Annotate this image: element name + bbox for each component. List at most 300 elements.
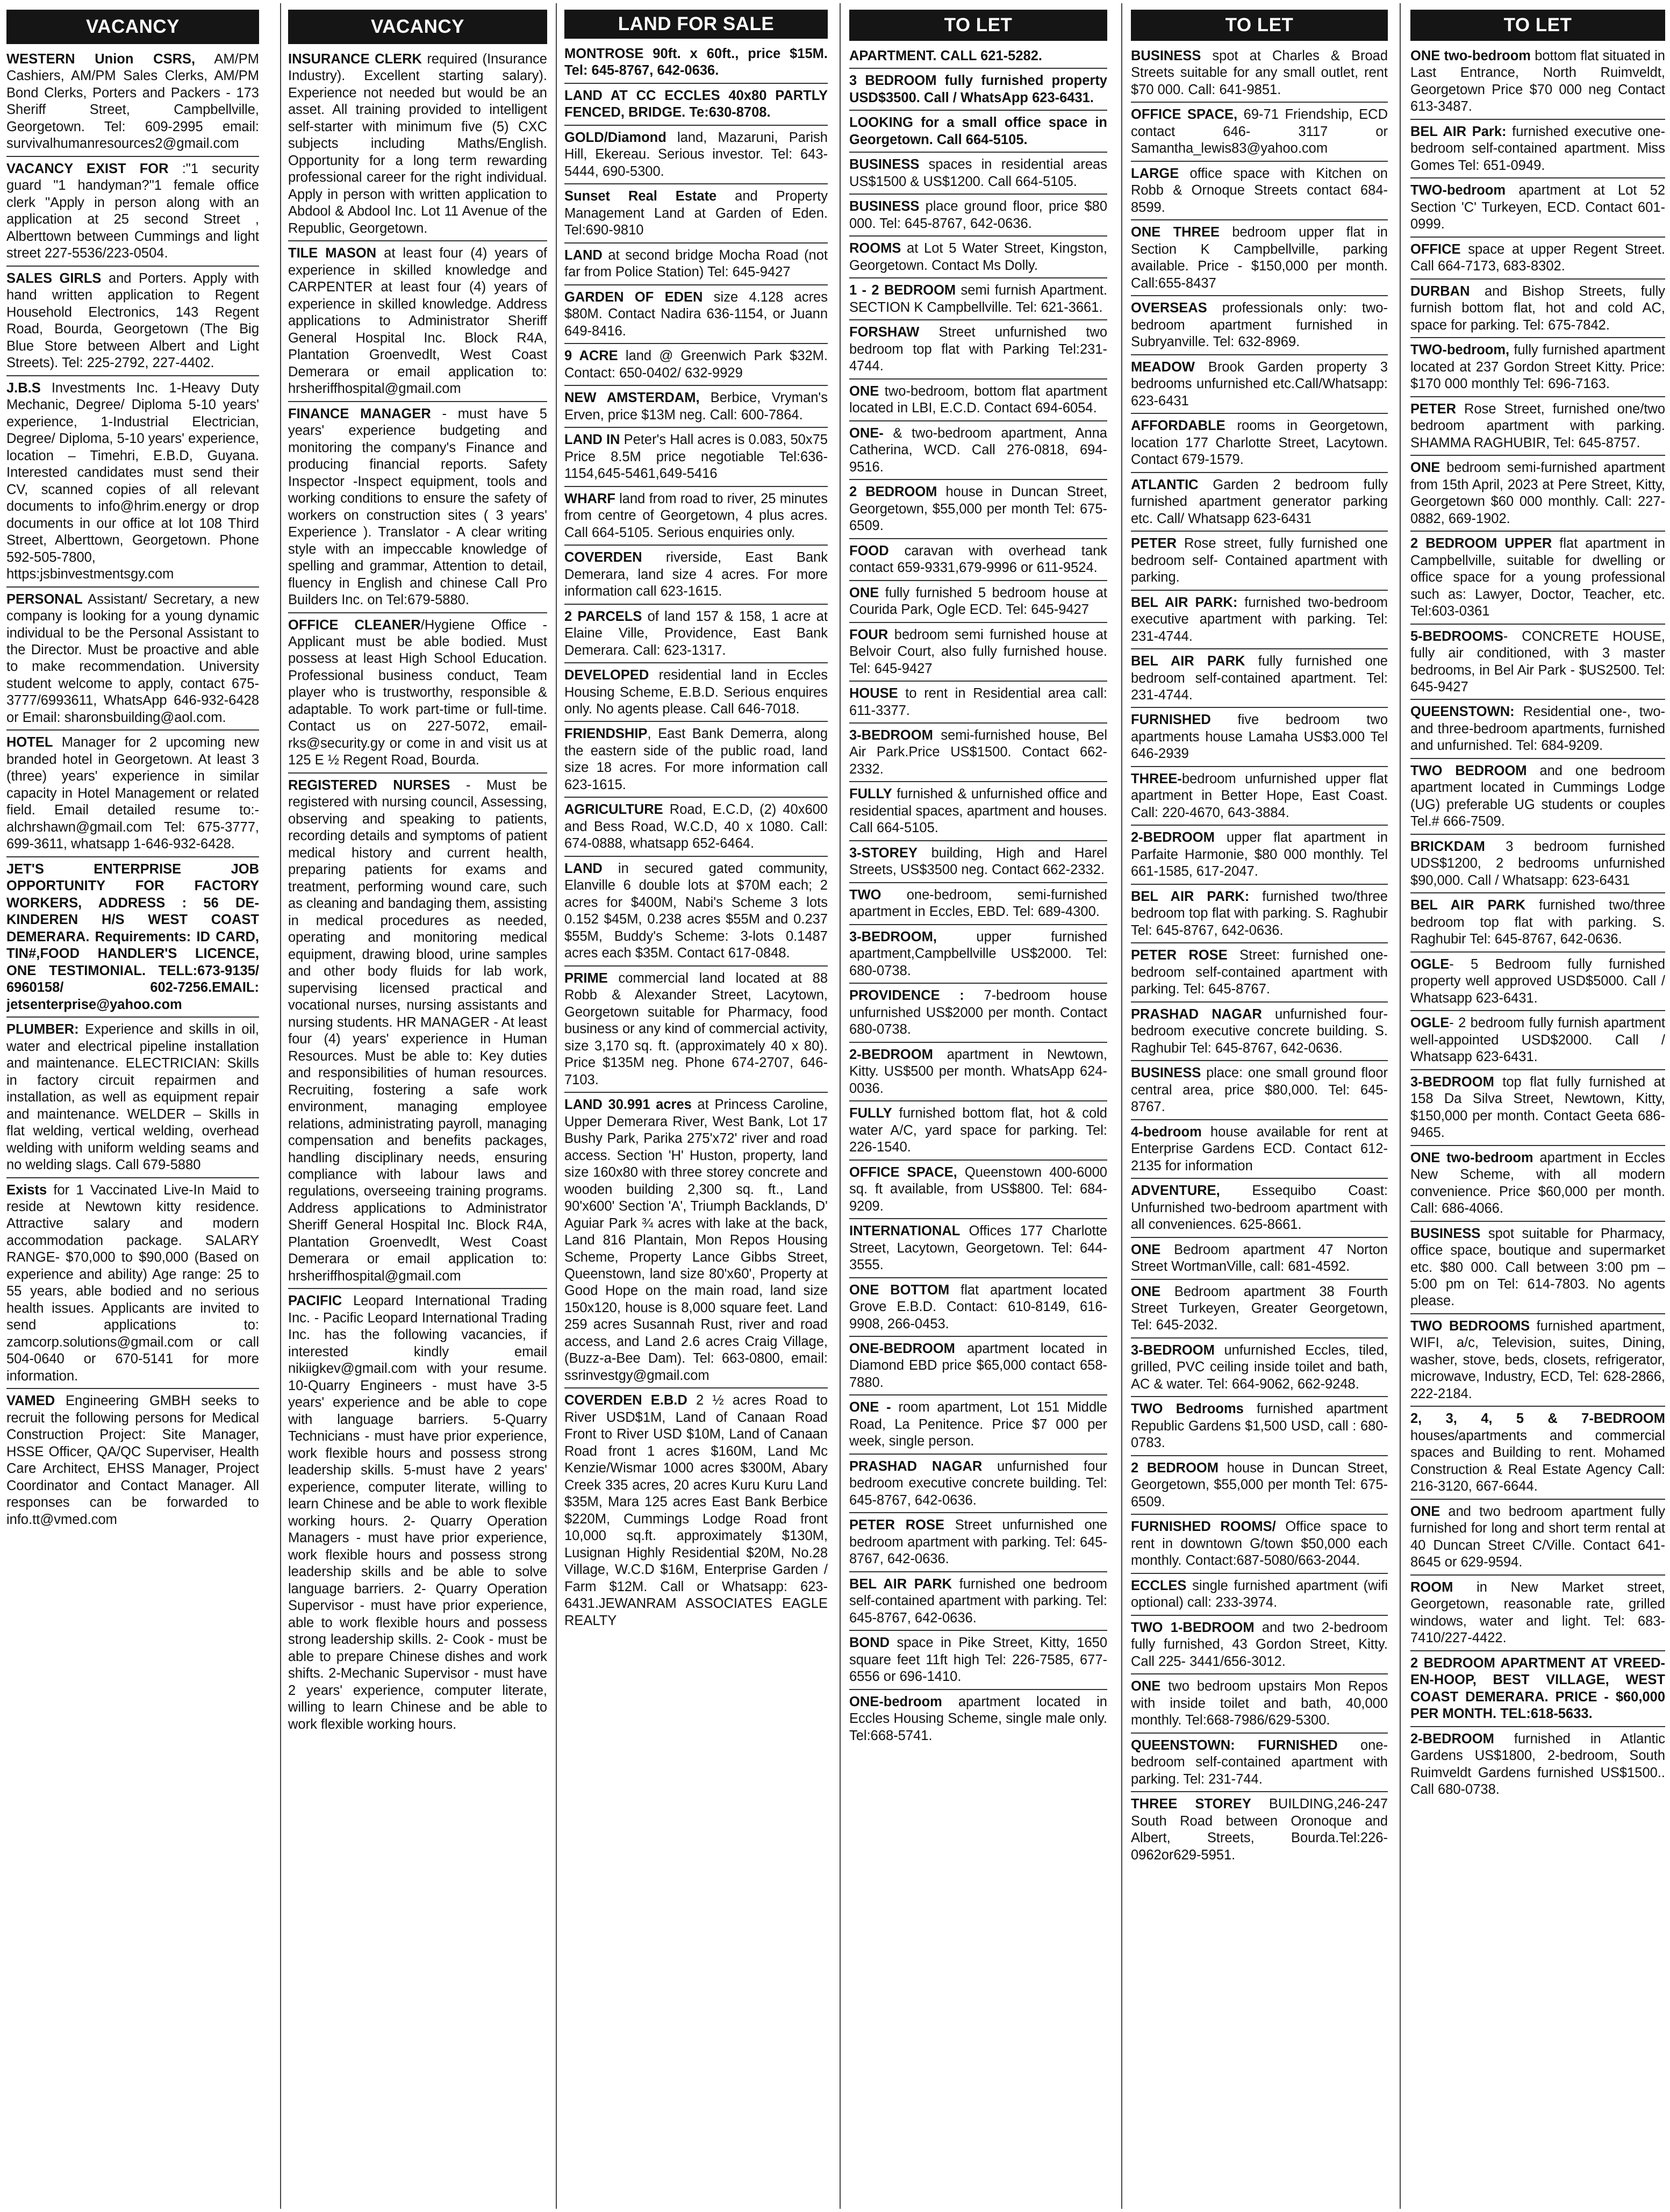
classified-ad <box>288 776 547 1290</box>
ad-body: - must have 5 years' experience budgeting and monitoring the company's Finance and producing financial reports. Safety Inspector -Inspect equipment, tools and working conditions to ensure the safety of workers on construction sites ( 3 years' Experience ). Translator - A clear writing style with an impeccable knowledge of spelling and grammar, Attention to detail, fluency in English and chinese Call Pro Builders Inc. on Tel:679-5880. <box>288 406 547 608</box>
ad-body: at Princess Caroline, Upper Demerara River, West Bank, Lot 17 Bushy Park, Parika 275'x72' river and road access. Section 'H' Huston, property, land size 160x80 with three storey concrete and wooden building 2,300 sq. ft., Land 90'x600' Section 'A', Triumph Backlands, D' Aguiar Park ¾ acres with lake at the back, Land 816 Plantain, Mon Repos Housing Scheme, Property Lance Gibbs Street, Queenstown, land size 80'x60', Property at Good Hope on the main road, land size 150x120, house is 8,000 square feet. Land 259 acres Susannah Rust, river and road access, and Land 2.6 acres Craig Village, (Buzz-a-Bee Dam). Tel: 663-0800, email: ssrinvestgy@gmail.com <box>564 1097 828 1383</box>
ad-body: five bedroom two apartments house Lamaha US$3.000 Tel 646-2939 <box>1131 712 1388 762</box>
classified-ad <box>1410 837 1665 893</box>
classified-ad <box>564 388 828 428</box>
classified-ad <box>849 1457 1107 1513</box>
classified-ad <box>849 986 1107 1042</box>
ad-lead: NEW AMSTERDAM, <box>564 390 700 406</box>
ad-lead: OFFICE SPACE, <box>849 1164 957 1180</box>
ad-lead: ONE <box>1410 1504 1440 1519</box>
classified-ad <box>1131 769 1388 826</box>
classified-ad <box>1131 416 1388 473</box>
classified-ad <box>564 86 828 126</box>
ad-lead: LAND <box>564 861 603 876</box>
ad-lead: 2-BEDROOM <box>849 1047 933 1062</box>
classified-column-to-let-1 <box>849 10 1107 2207</box>
classified-ad <box>1131 46 1388 103</box>
ad-body: Road, E.C.D, (2) 40x600 and Bess Road, W.C.D, 40 x 1080. Call: 674-0888, whatsapp 652-6464. <box>564 802 828 851</box>
ad-lead: 3-BEDROOM <box>1410 1074 1494 1090</box>
ad-lead: OFFICE <box>1410 241 1461 257</box>
classified-column-to-let-3 <box>1410 10 1665 2207</box>
ad-body: in secured gated community, Elanville 6 double lots at $70M each; 2 acres for $400M, Nabi's Scheme 3 lots 0.152 $45M, 0.238 acres $55M and 0.237 $55M, Buddy's Scheme: 3-lots 0.1487 acres each $35M. Contact 617-0848. <box>564 861 828 961</box>
classified-ad <box>849 1221 1107 1278</box>
classified-ad <box>564 548 828 604</box>
ad-lead: ONE <box>849 383 879 399</box>
ad-lead: FULLY <box>849 786 892 802</box>
classified-ad <box>1131 1794 1388 1867</box>
ad-lead: TWO BEDROOM <box>1410 763 1527 778</box>
ad-lead: 1 - 2 BEDROOM <box>849 283 956 298</box>
classified-ad <box>1410 955 1665 1011</box>
classified-ad <box>1410 1148 1665 1222</box>
classified-ad <box>6 860 259 1018</box>
classified-ad <box>564 246 828 285</box>
ad-body: one-bedroom, semi-furnished apartment in Eccles, EBD. Tel: 689-4300. <box>849 887 1107 920</box>
classified-ad <box>849 482 1107 539</box>
column-heading: VACANCY <box>288 10 547 44</box>
classified-ad <box>1131 1240 1388 1280</box>
classified-ad <box>849 843 1107 883</box>
ad-body: space in Pike Street, Kitty, 1650 square feet 11ft high Tel: 226-7585, 677-6556 or 696-1410. <box>849 1635 1107 1685</box>
ad-lead: BEL AIR Park: <box>1410 124 1507 139</box>
classified-ad <box>564 489 828 546</box>
classified-ad <box>6 269 259 376</box>
ad-body: building, High and Harel Streets, US$3500 neg. Contact 662-2332. <box>849 845 1107 878</box>
classified-ad <box>1131 1399 1388 1456</box>
ad-lead: BRICKDAM <box>1410 839 1485 854</box>
classified-ad <box>849 46 1107 69</box>
classified-ad <box>849 1045 1107 1101</box>
ad-lead: BUSINESS <box>1131 1065 1201 1081</box>
classified-ad <box>564 44 828 84</box>
ad-lead: 3 BEDROOM fully furnished property USD$3500. Call / WhatsApp 623-6431. <box>849 73 1107 105</box>
ad-body: space at upper Regent Street. Call 664-7173, 683-8302. <box>1410 241 1665 274</box>
ad-body: land @ Greenwich Park $32M. Contact: 650-0402/ 632-9929 <box>564 348 828 381</box>
classified-ad <box>849 1515 1107 1572</box>
classified-ad <box>849 1574 1107 1631</box>
ad-body: two-bedroom, bottom flat apartment located in LBI, E.C.D. Contact 694-6054. <box>849 383 1107 416</box>
classified-ad <box>1410 181 1665 237</box>
classified-column-vacancy-1 <box>6 10 259 2207</box>
ad-lead: 3-STOREY <box>849 845 918 861</box>
classified-ad <box>849 625 1107 682</box>
ad-body: two bedroom upstairs Mon Repos with inside toilet and bath, 40,000 monthly. Tel:668-7986/629-5300. <box>1131 1679 1388 1728</box>
ad-body: fully furnished apartment located at 237 Gordon Street Kitty. Price: $170 000 monthly Tel: 696-7163. <box>1410 342 1665 392</box>
ad-body: furnished two/three bedroom top flat with parking. S. Raghubir Tel: 645-8767, 642-0636. <box>1131 889 1388 938</box>
classified-ad <box>564 346 828 386</box>
classified-ad <box>1131 1736 1388 1792</box>
ad-body: Bedroom apartment 47 Norton Street WortmanVille, call: 681-4592. <box>1131 1242 1388 1275</box>
classified-ad <box>849 1692 1107 1748</box>
classified-ad <box>6 733 259 857</box>
ad-body: unfurnished four-bedroom executive concrete building. S. Raghubir Tel: 645-8767, 642-0636. <box>1131 1006 1388 1056</box>
classified-ad <box>288 404 547 613</box>
classified-ad <box>849 784 1107 841</box>
ad-lead: OVERSEAS <box>1131 300 1207 316</box>
ad-lead: FORSHAW <box>849 325 920 340</box>
ad-lead: BUSINESS <box>849 199 920 214</box>
classified-ad <box>288 1291 547 1736</box>
classified-ad <box>849 281 1107 320</box>
classified-ad <box>1131 887 1388 943</box>
ad-body: Residential one-, two- and three-bedroom apartments, furnished and unfurnished. Tel: 684-9209. <box>1410 704 1665 754</box>
classified-ad <box>564 859 828 967</box>
ad-lead: FURNISHED <box>1131 712 1211 728</box>
classified-ad <box>6 159 259 267</box>
ad-body: land, Mazaruni, Parish Hill, Ekereau. Serious investor. Tel: 643-5444, 690-5300. <box>564 130 828 179</box>
column-heading: LAND FOR SALE <box>564 10 828 39</box>
ad-lead: MONTROSE 90ft. x 60ft., price $15M. Tel: 645-8767, 642-0636. <box>564 46 828 78</box>
classified-ad <box>564 128 828 184</box>
classified-ad <box>564 800 828 856</box>
ad-lead: HOUSE <box>849 686 898 701</box>
ad-body: office space with Kitchen on Robb & Ornoque Streets contact 684-8599. <box>1131 166 1388 215</box>
classified-ad <box>288 49 547 241</box>
ad-body: Queenstown 400-6000 sq. ft available, from US$800. Tel: 684-9209. <box>849 1164 1107 1214</box>
classified-ad <box>1131 164 1388 220</box>
classified-ad <box>288 244 547 402</box>
ad-lead: WESTERN Union CSRS, <box>6 52 196 67</box>
column-divider <box>840 3 841 2209</box>
ad-lead: OFFICE SPACE, <box>1131 107 1238 123</box>
ad-lead: ADVENTURE, <box>1131 1183 1220 1199</box>
classified-ad <box>849 113 1107 153</box>
ads-list <box>288 49 547 1736</box>
ad-body: furnished apartment, WIFI, a/c, Television, suites, Dining, washer, stove, beds, closets, refrigerator, microwave, Industry, ECD, Tel: 628-2866, 222-2184. <box>1410 1318 1665 1401</box>
ad-lead: COVERDEN E.B.D <box>564 1393 687 1408</box>
classified-ad <box>1131 1341 1388 1397</box>
classified-ad <box>1410 896 1665 952</box>
ad-lead: PACIFIC <box>288 1293 342 1309</box>
classified-ad <box>1131 1005 1388 1061</box>
ad-body: for 1 Vaccinated Live-In Maid to reside at Newtown kitty residence. Attractive salary and modern accommodation package. SALARY RANGE- $70,000 to $90,000 (Based on experience and ability) Age range: 25 to 55 years, able bodied and no serious health issues. Applicants are invited to send applications to: zamcorp.solutions@gmail.com or call 504-0640 or 670-5141 for more information. <box>6 1182 259 1384</box>
ad-lead: BEL AIR PARK <box>1410 898 1526 913</box>
classified-ad <box>849 583 1107 623</box>
ad-lead: FOUR <box>849 627 888 642</box>
ad-lead: PROVIDENCE : <box>849 988 964 1004</box>
ad-body: Brook Garden property 3 bedrooms unfurnished etc.Call/Whatsapp: 623-6431 <box>1131 359 1388 409</box>
classified-ad <box>1410 1072 1665 1146</box>
classified-ad <box>849 927 1107 984</box>
classified-ad <box>1410 46 1665 120</box>
ad-lead: ONE two-bedroom <box>1410 1150 1533 1165</box>
classified-ad <box>849 1633 1107 1690</box>
column-heading: VACANCY <box>6 10 259 44</box>
classified-ad <box>1410 1013 1665 1070</box>
ads-list <box>849 46 1107 1748</box>
ad-body: Offices 177 Charlotte Street, Lacytown, Georgetown. Tel: 644-3555. <box>849 1223 1107 1273</box>
classified-ad <box>849 155 1107 195</box>
ad-body: 69-71 Friendship, ECD contact 646- 3117 or Samantha_lewis83@yahoo.com <box>1131 107 1388 156</box>
ad-lead: PETER ROSE <box>1131 948 1228 963</box>
ad-lead: 2 PARCELS <box>564 609 642 624</box>
ad-lead: PERSONAL <box>6 591 83 607</box>
ad-lead: 2 BEDROOM UPPER <box>1410 536 1552 552</box>
classified-ad <box>1410 1653 1665 1727</box>
ad-body: furnished executive one-bedroom self-contained apartment. Miss Gomes Tel: 651-0949. <box>1410 124 1665 173</box>
ad-lead: Exists <box>6 1182 47 1198</box>
classified-ad <box>849 885 1107 925</box>
ad-body: residential land in Eccles Housing Scheme, E.B.D. Serious enquires only. No agents please. Call 646-7018. <box>564 668 828 717</box>
ad-body: fully furnished one bedroom self-contained apartment. Tel: 231-4744. <box>1131 654 1388 703</box>
ad-lead: GARDEN OF EDEN <box>564 289 703 305</box>
classified-ad <box>6 1180 259 1390</box>
ad-lead: OFFICE CLEANER <box>288 617 421 633</box>
classified-ad <box>1131 828 1388 884</box>
classified-ad <box>849 1163 1107 1219</box>
classified-ad <box>1131 357 1388 414</box>
ad-body: semi-furnished house, Bel Air Park.Price US$1500. Contact 662-2332. <box>849 727 1107 777</box>
ad-lead: TWO-bedroom, <box>1410 342 1510 358</box>
ad-body: 3 bedroom furnished UDS$1200, 2 bedrooms unfurnished $90,000. Call / Whatsapp: 623-6431 <box>1410 839 1665 888</box>
classified-ad <box>849 239 1107 278</box>
ad-lead: OGLE <box>1410 956 1450 972</box>
ad-lead: WHARF <box>564 491 615 506</box>
classified-ad <box>1131 1677 1388 1733</box>
classified-column-to-let-2 <box>1131 10 1388 2207</box>
ad-lead: PRASHAD NAGAR <box>1131 1006 1262 1022</box>
ad-body: - 2 bedroom fully furnish apartment well-appointed USD$2000. Call / Whatsapp 623-6431. <box>1410 1015 1665 1065</box>
ad-body: in New Market street, Georgetown, reasonable rate, grilled windows, water and light. Tel: 683-7410/227-4422. <box>1410 1579 1665 1646</box>
ad-body: commercial land located at 88 Robb & Alexander Street, Lacytown, Georgetown suitable for Pharmacy, food business or any kind of commercial activity, size 3,170 sq. ft. (approximately 40 x 80). Price $135M neg. Phone 674-2707, 646-7103. <box>564 970 828 1087</box>
ad-body: semi furnish Apartment. SECTION K Campbellville. Tel: 621-3661. <box>849 283 1107 315</box>
ad-lead: AFFORDABLE <box>1131 418 1225 434</box>
ad-body: furnished two-bedroom executive apartment with parking. Tel: 231-4744. <box>1131 595 1388 644</box>
ad-body: Bedroom apartment 38 Fourth Street Turkeyen, Greater Georgetown, Tel: 645-2032. <box>1131 1284 1388 1333</box>
ad-lead: LARGE <box>1131 166 1179 181</box>
ad-body: single furnished apartment (wifi optional) call: 233-3974. <box>1131 1578 1388 1610</box>
classified-ad <box>1131 1181 1388 1237</box>
ad-lead: 4-bedroom <box>1131 1124 1202 1140</box>
ad-lead: FULLY <box>849 1106 892 1121</box>
classified-ad <box>849 1339 1107 1395</box>
ad-lead: 3-BEDROOM <box>1131 1342 1215 1358</box>
classified-ad <box>1131 1458 1388 1515</box>
ad-lead: FURNISHED ROOMS/ <box>1131 1519 1276 1535</box>
ad-body: Office space to rent in downtown G/town $50,000 each monthly. Contact:687-5080/663-2044. <box>1131 1519 1388 1569</box>
ad-body: , East Bank Demerra, along the eastern side of the public road, land size 18 acres. For more information call 623-1615. <box>564 726 828 792</box>
ad-body: Street unfurnished two bedroom top flat with Parking Tel:231-4744. <box>849 325 1107 374</box>
classified-ad <box>849 71 1107 111</box>
column-heading: TO LET <box>1410 10 1665 41</box>
classified-ad <box>1410 702 1665 758</box>
ad-lead: FOOD <box>849 543 889 559</box>
ad-lead: PLUMBER: <box>6 1022 79 1037</box>
ad-lead: 5-BEDROOMS <box>1410 628 1503 644</box>
ad-body: at Lot 5 Water Street, Kingston, Georgetown. Contact Ms Dolly. <box>849 241 1107 273</box>
ad-lead: REGISTERED NURSES <box>288 777 450 793</box>
ad-lead: BEL AIR PARK: <box>1131 889 1250 904</box>
classified-ad <box>1131 1618 1388 1674</box>
classified-ad <box>6 590 259 731</box>
classified-ad <box>1410 1578 1665 1651</box>
classified-ad <box>6 1020 259 1178</box>
ad-lead: INSURANCE CLERK <box>288 52 422 67</box>
ad-lead: 9 ACRE <box>564 348 618 364</box>
ad-body: Rose street, fully furnished one bedroom self- Contained apartment with parking. <box>1131 536 1388 585</box>
ad-body: upper flat apartment in Parfaite Harmonie, $80 000 monthly. Tel 661-1585, 617-2047. <box>1131 830 1388 879</box>
ad-body: room apartment, Lot 151 Middle Road, La Penitence. Price $7 000 per week, single person. <box>849 1400 1107 1449</box>
ad-lead: ROOMS <box>849 241 901 256</box>
ad-body: at second bridge Mocha Road (not far from Police Station) Tel: 645-9427 <box>564 247 828 280</box>
classified-column-vacancy-2 <box>288 10 547 2207</box>
ad-body: furnished two/three bedroom top flat with parking. S. Raghubir Tel: 645-8767, 642-0636. <box>1410 898 1665 947</box>
ad-lead: INTERNATIONAL <box>849 1223 961 1239</box>
ad-lead: DEVELOPED <box>564 668 649 683</box>
column-divider <box>1121 3 1122 2209</box>
ad-lead: QUEENSTOWN: <box>1410 704 1515 720</box>
classified-ad <box>1410 761 1665 835</box>
ad-body: bedroom semi-furnished apartment from 15th April, 2023 at Pere Street, Kitty, Georgetown $60 000 monthly. Call: 227-0882, 669-1902. <box>1410 460 1665 526</box>
ad-body: apartment in Newtown, Kitty. US$500 per month. WhatsApp 624-0036. <box>849 1047 1107 1096</box>
ad-body: Garden 2 bedroom fully furnished apartment generator parking etc. Call/ Whatsapp 623-6431 <box>1131 477 1388 526</box>
ad-body: apartment located in Eccles Housing Scheme, single male only. Tel:668-5741. <box>849 1694 1107 1743</box>
ad-lead: ONE two-bedroom <box>1410 48 1531 63</box>
ad-lead: LAND <box>564 247 603 263</box>
ad-lead: BEL AIR PARK <box>1131 654 1245 669</box>
ad-lead: THREE STOREY <box>1131 1796 1251 1812</box>
ad-body: of land 157 & 158, 1 acre at Elaine Ville, Providence, East Bank Demerara. Call: 623-1317. <box>564 609 828 658</box>
ad-body: Essequibo Coast: Unfurnished two-bedroom apartment with all conveniences. 625-8661. <box>1131 1183 1388 1233</box>
ad-lead: LAND IN <box>564 432 620 448</box>
classified-ad <box>1410 240 1665 280</box>
ad-lead: BOND <box>849 1635 890 1651</box>
ad-body: place ground floor, price $80 000. Tel: 645-8767, 642-0636. <box>849 199 1107 231</box>
ad-lead: 2 BEDROOM <box>1131 1460 1219 1476</box>
classified-ad <box>849 541 1107 581</box>
classified-ad <box>1410 340 1665 397</box>
classified-ad <box>849 424 1107 480</box>
ad-lead: APARTMENT. CALL 621-5282. <box>849 48 1042 63</box>
ad-lead: BEL AIR PARK: <box>1131 595 1238 610</box>
ad-body: top flat fully furnished at 158 Da Silva Street, Newtown, Kitty, $150,000 per month. Contact Geeta 686-9465. <box>1410 1074 1665 1141</box>
ad-body: riverside, East Bank Demerara, land size 4 acres. For more information call 623-1615. <box>564 550 828 599</box>
ad-body: unfurnished Eccles, tiled, grilled, PVC ceiling inside toilet and bath, AC & water. Tel: 664-9062, 662-9248. <box>1131 1342 1388 1392</box>
classified-ad <box>1410 1224 1665 1314</box>
ad-body: Rose Street, furnished one/two bedroom apartment with parking. SHAMMA RAGHUBIR, Tel: 645-8757. <box>1410 401 1665 450</box>
ad-body: spot at Charles & Broad Streets suitable for any small outlet, rent $70 000. Call: 641-9851. <box>1131 48 1388 97</box>
ad-body: and two 2-bedroom fully furnished, 43 Gordon Street, Kitty. Call 225- 3441/656-3012. <box>1131 1620 1388 1669</box>
ad-body: professionals only: two-bedroom apartment furnished in Subryanville. Tel: 632-8969. <box>1131 300 1388 350</box>
ad-body: house in Duncan Street, Georgetown, $55,000 per month Tel: 675-6509. <box>849 484 1107 534</box>
classified-ad <box>6 378 259 588</box>
ad-body: - Must be registered with nursing council, Assessing, observing and speaking to patients, recording details and symptoms of patient medical history and current health, preparing patients for exams and treatment, performing wound care, such as cleaning and bandaging them, assisting in medical procedures as needed, operating and monitoring medical equipment, drawing blood, urine samples and other body fluids for lab work, supervising licensed practical and vocational nurses, nursing assistants and nursing students. HR MANAGER - At least four (4) years' experience in Human Resources. Must be able to: Key duties and responsibilities of human resources. Recruiting, fostering a safe work environment, managing employee relations, administrating payroll, managing compensation and benefits packages, handling disciplinary needs, ensuring compliance with labour laws and regulations, overseeing training programs. Address applications to Administrator Sheriff General Hospital Inc. Block R4A, Plantation Groenvedlt, West Coast Demerara or email application to: hrsheriffhospital@gmail.com <box>288 777 547 1284</box>
classified-ad <box>564 1095 828 1388</box>
classified-ad <box>1410 1409 1665 1499</box>
ad-lead: PETER ROSE <box>849 1517 944 1533</box>
ad-lead: TWO BEDROOMS <box>1410 1318 1530 1334</box>
ad-lead: ONE <box>849 585 879 600</box>
ad-lead: Sunset Real Estate <box>564 189 717 204</box>
ad-body: flat apartment located Grove E.B.D. Contact: 610-8149, 616-9908, 266-0453. <box>849 1282 1107 1332</box>
classified-ad <box>564 1391 828 1633</box>
classified-ad <box>1410 534 1665 624</box>
ad-lead: COVERDEN <box>564 550 642 565</box>
ads-list <box>6 49 259 1531</box>
ad-body: BUILDING,246-247 South Road between Oronoque and Albert, Streets, Bourda.Tel:226-0962or629-5951. <box>1131 1796 1388 1863</box>
ad-lead: TWO-bedroom <box>1410 183 1506 198</box>
ad-lead: 2 BEDROOM APARTMENT AT VREED-EN-HOOP, BEST VILLAGE, WEST COAST DEMERARA. PRICE - $60,000 PER MONTH. TEL:618-5633. <box>1410 1655 1665 1722</box>
classified-ad <box>1131 593 1388 649</box>
ad-lead: 2-BEDROOM <box>1131 830 1215 846</box>
ad-lead: PETER <box>1131 536 1177 552</box>
classified-ad <box>564 288 828 344</box>
classified-ad <box>1131 298 1388 355</box>
ad-body: & two-bedroom apartment, Anna Catherina, WCD. Call 276-0818, 694-9516. <box>849 425 1107 475</box>
ad-body: to rent in Residential area call: 611-3377. <box>849 686 1107 718</box>
ad-lead: FINANCE MANAGER <box>288 406 431 421</box>
ad-body: furnished bottom flat, hot & cold water A/C, yard space for parking. Tel: 226-1540. <box>849 1106 1107 1155</box>
ad-body: Engineering GMBH seeks to recruit the following persons for Medical Construction Project: Site Manager, HSSE Officer, QA/QC Superviser, Health Care Architect, EHSS Manager, Project Coordinator and Contact Manager. All responses can be forwarded to info.tt@vmed.com <box>6 1393 259 1527</box>
ad-body: size 4.128 acres $80M. Contact Nadira 636-1154, or Juann 649-8416. <box>564 289 828 339</box>
ad-lead: TILE MASON <box>288 246 377 261</box>
ad-body: apartment in Eccles New Scheme, with all modern convenience. Price $60,000 per month. Call: 686-4066. <box>1410 1150 1665 1216</box>
ad-lead: ONE - <box>849 1400 891 1415</box>
ad-body: - CONCRETE HOUSE, fully air conditioned, with 3 master bedrooms, in Bel Air Park - $US2500. Tel: 645-9427 <box>1410 628 1665 695</box>
ad-lead: GOLD/Diamond <box>564 130 666 145</box>
ad-body: unfurnished four bedroom executive concrete building. Tel: 645-8767, 642-0636. <box>849 1458 1107 1508</box>
ad-body: Street: furnished one-bedroom self-contained apartment with parking. Tel: 645-8767. <box>1131 948 1388 997</box>
classified-column-land-for-sale <box>564 10 828 2207</box>
ad-lead: TWO <box>849 887 881 903</box>
ad-body: furnished one bedroom self-contained apartment with parking. Tel: 645-8767, 642-0636. <box>849 1576 1107 1626</box>
ad-lead: FRIENDSHIP <box>564 726 648 742</box>
ad-body: bedroom unfurnished upper flat apartment in Better Hope, East Coast. Call: 220-4670, 643-3884. <box>1131 771 1388 820</box>
ad-lead: THREE- <box>1131 771 1182 786</box>
ad-lead: J.B.S <box>6 380 41 396</box>
ad-lead: 2, 3, 4, 5 & 7-BEDROOM <box>1410 1411 1665 1427</box>
ad-lead: TWO Bedrooms <box>1131 1401 1244 1417</box>
ad-body: 7-bedroom house unfurnished US$2000 per month. Contact 680-0738. <box>849 988 1107 1037</box>
classified-ad <box>849 1104 1107 1160</box>
ad-body: rooms in Georgetown, location 177 Charlotte Street, Lacytown. Contact 679-1579. <box>1131 418 1388 468</box>
classified-ad <box>1410 1502 1665 1576</box>
ad-body: house in Duncan Street, Georgetown, $55,000 per month Tel: 675-6509. <box>1131 1460 1388 1509</box>
ad-body: bedroom upper flat in Section K Campbellville, parking available. Price - $150,000 per month. Call:655-8437 <box>1131 225 1388 291</box>
ad-lead: DURBAN <box>1410 283 1470 299</box>
ad-body: and two bedroom apartment fully furnished for long and short term rental at 40 Duncan Street C/Ville. Contact 641-8645 or 629-9594. <box>1410 1504 1665 1570</box>
classified-ad <box>1410 1729 1665 1802</box>
classified-ad <box>1131 1282 1388 1338</box>
ad-body: AM/PM Cashiers, AM/PM Sales Clerks, AM/PM Bond Clerks, Porters and Packers - 173 Sheriff Street, Campbellville, Georgetown. Tel: 609-2995 email: survivalhumanresources2@gmail.com <box>6 52 259 152</box>
ad-body: /Hygiene Office - Applicant must be able bodied. Must possess at least High School Education. Professional business conduct, Team player who is trustworthy, responsible & adaptable. To work part-time or full-time. Contact us on 227-5072, email-rks@security.gy or come in and visit us at 125 E ½ Regent Road, Bourda. <box>288 617 547 768</box>
classified-ad <box>564 607 828 663</box>
ad-lead: VACANCY EXIST FOR <box>6 161 169 176</box>
ad-body: Assistant/ Secretary, a new company is looking for a young dynamic individual to be the Personal Assistant to the Director. Must be proactive and able to make recommendation. University student welcome to apply, contact 675-3777/6993611, WhatsApp 646-932-6428 or Email: sharonsbuilding@aol.com. <box>6 591 259 725</box>
ad-body: apartment located in Diamond EBD price $65,000 contact 658-7880. <box>849 1341 1107 1390</box>
ad-body: Experience and skills in oil, water and electrical pipeline installation and maintenance. ELECTRICIAN: Skills in factory circuit repairmen and installation, as well as equipment repair and maintenance. WELDER – Skills in flat welding, vertical welding, overhead welding with uniform welding seams and no welding slags. Call 679-5880 <box>6 1022 259 1173</box>
classified-ad <box>6 49 259 157</box>
ad-body: at least four (4) years of experience in skilled knowledge and CARPENTER at least four (4) years of experience in skilled knowledge. Address applications to Administrator Sheriff General Hospital Inc. Block R4A, Plantation Groenvedlt, West Coast Demerara or email application to: hrsheriffhospital@gmail.com <box>288 246 547 397</box>
ad-body: Berbice, Vryman's Erven, price $13M neg. Call: 600-7864. <box>564 390 828 423</box>
classified-ad <box>1131 946 1388 1002</box>
classified-ad <box>1131 223 1388 296</box>
ad-body: Manager for 2 upcoming new branded hotel in Georgetown. At least 3 (three) years' experience in similar capacity in Hotel Management or related field. Email detailed resume to:- alchrshawn@gmail.com Tel: 675-3777, 699-3611, whatsapp 1-646-932-6428. <box>6 735 259 852</box>
ad-lead: PETER <box>1410 401 1457 417</box>
ads-list <box>1131 46 1388 1867</box>
classified-ad <box>564 665 828 722</box>
ad-lead: 2 BEDROOM <box>849 484 937 500</box>
ad-body: fully furnished 5 bedroom house at Courida Park, Ogle ECD. Tel: 645-9427 <box>849 585 1107 618</box>
ad-lead: 3-BEDROOM <box>849 727 933 743</box>
ad-lead: ONE THREE <box>1131 225 1220 240</box>
ad-lead: LAND 30.991 acres <box>564 1097 692 1113</box>
ad-lead: BEL AIR PARK <box>849 1576 952 1592</box>
ads-list <box>1410 46 1665 1802</box>
ad-lead: 3-BEDROOM, <box>849 929 937 944</box>
ad-body: upper furnished apartment,Campbellville US$2000. Tel: 680-0738. <box>849 929 1107 978</box>
ad-lead: TWO 1-BEDROOM <box>1131 1620 1255 1635</box>
